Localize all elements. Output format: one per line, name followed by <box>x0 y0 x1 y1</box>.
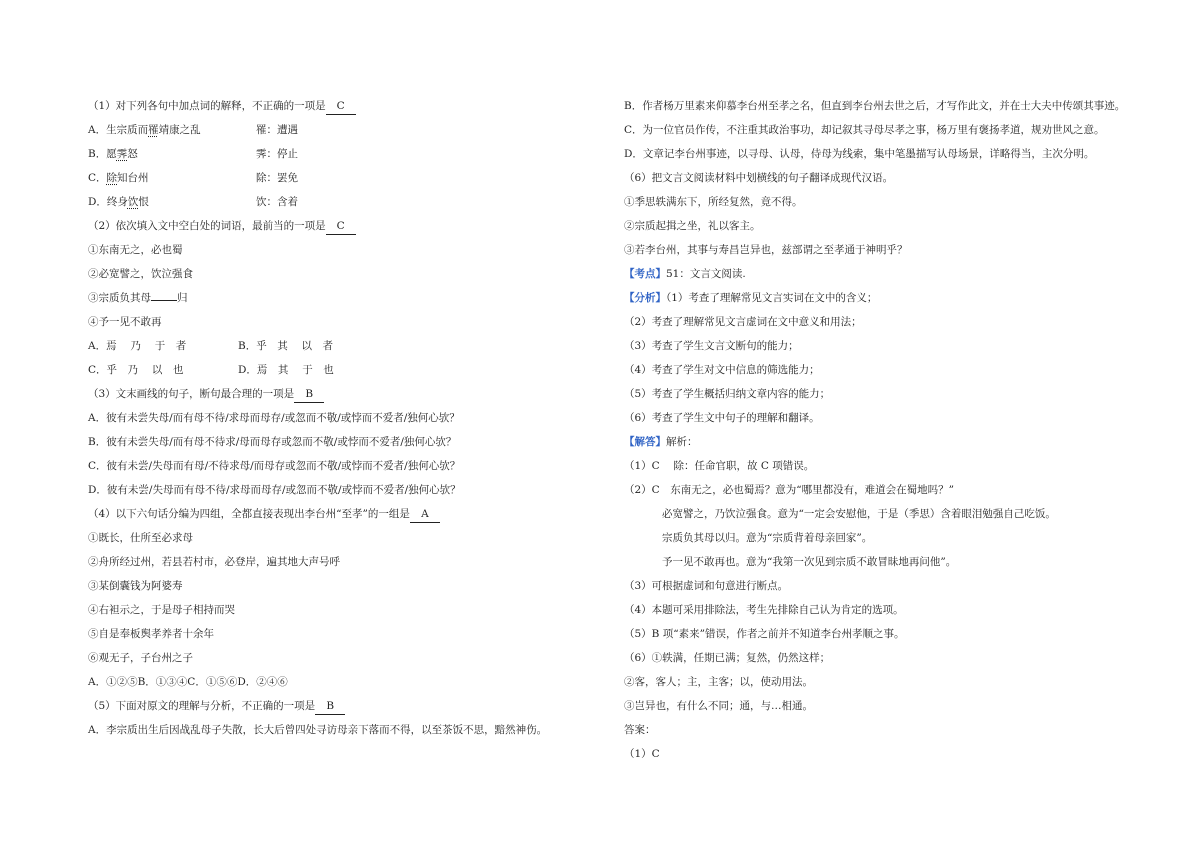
q2-sentence-4 <box>88 310 588 334</box>
right-column <box>624 94 1144 766</box>
q2-sentence-text: ①东南无之，必也蜀 <box>88 244 183 256</box>
q5-option-c: C．为一位官员作传，不注重其政治事功，却记叙其寻母尽孝之事，杨万里有褒扬孝道，规劝世风之意。 <box>624 124 1105 136</box>
q2-option-b: B．乎 其 以 者 <box>238 340 334 352</box>
answer-label: 答案： <box>624 724 656 736</box>
q1-option-rest: 恨 <box>138 196 149 208</box>
question-5 <box>88 694 588 718</box>
jieda-line: 必宽譬之，乃饮泣强食。意为“一定会安慰他，于是（季思）含着眼泪勉强自己吃饭。 <box>662 508 1056 520</box>
q3-option-c: C．彼有未尝/失母而有母/不待求母/而母存或忽而不敬/或悖而不爱者/独何心欤？ <box>88 460 461 472</box>
q2-sentence-2 <box>88 262 588 286</box>
jieda-tag: 【解答】 <box>624 436 666 448</box>
question-2 <box>88 214 588 238</box>
q1-option-sentence: B．愿 <box>88 148 117 160</box>
q1-option-word: 霁 <box>116 148 128 160</box>
q3-option-a: A．彼有未尝失母/而有母不待/求母而母存/或忽而不敬/或悖而不爱者/独何心欤？ <box>88 412 460 424</box>
question-4-text: （4）以下六句话分编为四组，全都直接表现出李台州“至孝”的一组是 <box>88 508 410 520</box>
q2-sentence-text: ③宗质负其母 <box>88 292 151 304</box>
q2-options-row-2 <box>88 358 588 382</box>
q5-option-a: A．李宗质出生后因战乱母子失散，长大后曾四处寻访母亲下落而不得，以至茶饭不思，黯然神伤。 <box>88 724 548 736</box>
q4-sentence-6: ⑥观无子，子台州之子 <box>88 652 193 664</box>
answer-line: （1）C <box>624 748 660 760</box>
q2-sentence-3 <box>88 286 588 310</box>
fenxi-text: （1）考查了理解常见文言实词在文中的含义； <box>666 292 878 304</box>
q1-option-word: 罹 <box>148 124 159 136</box>
q6-sentence-1: ①季思轶满东下，所经复然，竟不得。 <box>624 196 803 208</box>
q4-sentence-1: ①既长，仕所至必求母 <box>88 532 193 544</box>
jieda-line: （3）可根据虚词和句意进行断点。 <box>624 580 789 592</box>
q1-option-gloss: 罹：遭遇 <box>256 124 298 136</box>
q4-sentence-2: ②舟所经过州，若县若村市，必登岸，遍其地大声号呼 <box>88 556 340 568</box>
q2-options-row-1 <box>88 334 588 358</box>
fenxi-section <box>624 286 1144 310</box>
question-5-text: （5）下面对原文的理解与分析，不正确的一项是 <box>88 700 316 712</box>
jieda-line: ②客，客人；主，主客；以，使动用法。 <box>624 676 813 688</box>
q1-option-sentence: D．终身 <box>88 196 128 208</box>
q6-sentence-2: ②宗质起揖之坐，礼以客主。 <box>624 220 761 232</box>
fenxi-line: （5）考查了学生概括归纳文章内容的能力； <box>624 388 831 400</box>
q1-option-word: 饮 <box>127 196 139 208</box>
kaodian-tag: 【考点】 <box>624 268 666 280</box>
fenxi-line: （2）考查了理解常见文言虚词在文中意义和用法； <box>624 316 862 328</box>
blank-gap <box>151 289 177 301</box>
q1-option-gloss: 霁：停止 <box>256 148 298 160</box>
q2-option-a: A．焉 乃 于 者 <box>88 340 187 352</box>
q1-option-gloss: 除：罢免 <box>256 172 298 184</box>
q1-option-sentence: A．生宗质而 <box>88 124 149 136</box>
q1-option-gloss: 饮：含着 <box>256 196 298 208</box>
q2-sentence-tail: 归 <box>177 292 188 304</box>
q2-sentence-text: ④予一见不敢再 <box>88 316 162 328</box>
q1-option-rest: 怒 <box>127 148 138 160</box>
q1-option-a <box>88 118 588 142</box>
question-1 <box>88 94 588 118</box>
jieda-line: ③岂异也，有什么不同；通，与…相通。 <box>624 700 813 712</box>
q1-option-rest: 知台州 <box>117 172 149 184</box>
q1-option-d <box>88 190 588 214</box>
question-3-answer: B <box>294 387 324 403</box>
q4-sentence-5: ⑤自是奉板舆孝养者十余年 <box>88 628 214 640</box>
question-4-answer: A <box>410 507 440 523</box>
question-1-answer: C <box>326 99 356 115</box>
question-3-text: （3）文末画线的句子，断句最合理的一项是 <box>88 388 295 400</box>
q3-option-d: D．彼有未尝/失母而有母不待/求母而母存/或忽而不敬/或悖而不爱者/独何心欤？ <box>88 484 461 496</box>
q5-option-d: D．文章记李台州事迹，以寻母、认母，侍母为线索，集中笔墨描写认母场景，详略得当，主次分明。 <box>624 148 1095 160</box>
q2-sentence-text: ②必宽譬之，饮泣强食 <box>88 268 193 280</box>
jieda-line: （2）C 东南无之，必也蜀焉？意为“哪里都没有，难道会在蜀地吗？” <box>624 484 954 496</box>
jieda-text: 解析： <box>666 436 698 448</box>
question-1-text: （1）对下列各句中加点词的解释，不正确的一项是 <box>88 100 326 112</box>
jieda-line: （1）C 除：任命官职，故 C 项错误。 <box>624 460 815 472</box>
question-2-text: （2）依次填入文中空白处的词语，最前当的一项是 <box>88 220 326 232</box>
jieda-line: （5）B 项“素来”错误，作者之前并不知道李台州孝顺之事。 <box>624 628 905 640</box>
q3-option-b: B．彼有未尝失母/而有母不待求/母而母存或忽而不敬/或悖而不爱者/独何心欤？ <box>88 436 457 448</box>
left-column <box>88 94 588 742</box>
jieda-line: 予一见不敢再也。意为“我第一次见到宗质不敢冒昧地再问他”。 <box>662 556 957 568</box>
q4-options: A．①②⑤B．①③④C．①⑤⑥D．②④⑥ <box>88 676 288 688</box>
q1-option-c <box>88 166 588 190</box>
question-4 <box>88 502 588 526</box>
jieda-line: （4）本题可采用排除法，考生先排除自己认为肯定的选项。 <box>624 604 904 616</box>
q4-sentence-4: ④右袒示之，于是母子相持而哭 <box>88 604 235 616</box>
fenxi-line: （6）考查了学生文中句子的理解和翻译。 <box>624 412 820 424</box>
q6-sentence-3: ③若李台州，其事与寿昌岂异也，兹部谓之至孝通于神明乎？ <box>624 244 908 256</box>
q1-option-rest: 靖康之乱 <box>158 124 201 136</box>
q5-option-b: B．作者杨万里素来仰慕李台州至孝之名，但直到李台州去世之后，才写作此文，并在士大夫中传颂其事迹。 <box>624 100 1126 112</box>
kaodian-text: 51：文言文阅读. <box>666 268 746 280</box>
jieda-section <box>624 430 1144 454</box>
q2-option-d: D．焉 其 于 也 <box>238 364 334 376</box>
q2-option-c: C．乎 乃 以 也 <box>88 364 184 376</box>
question-3 <box>88 382 588 406</box>
q1-option-word: 除 <box>106 172 118 184</box>
q4-sentence-3: ③某倒囊钱为阿婆寿 <box>88 580 183 592</box>
question-5-answer: B <box>315 699 345 715</box>
jieda-line: （6）①轶满，任期已满；复然，仍然这样； <box>624 652 831 664</box>
fenxi-line: （3）考查了学生文言文断句的能力； <box>624 340 799 352</box>
jieda-line: 宗质负其母以归。意为“宗质背着母亲回家”。 <box>662 532 873 544</box>
question-6: （6）把文言文阅读材料中划横线的句子翻译成现代汉语。 <box>624 172 894 184</box>
q1-option-sentence: C． <box>88 172 107 184</box>
fenxi-tag: 【分析】 <box>624 292 666 304</box>
q1-option-b <box>88 142 588 166</box>
q2-sentence-1 <box>88 238 588 262</box>
question-2-answer: C <box>326 219 356 235</box>
fenxi-line: （4）考查了学生对文中信息的筛选能力； <box>624 364 820 376</box>
kaodian-section <box>624 262 1144 286</box>
